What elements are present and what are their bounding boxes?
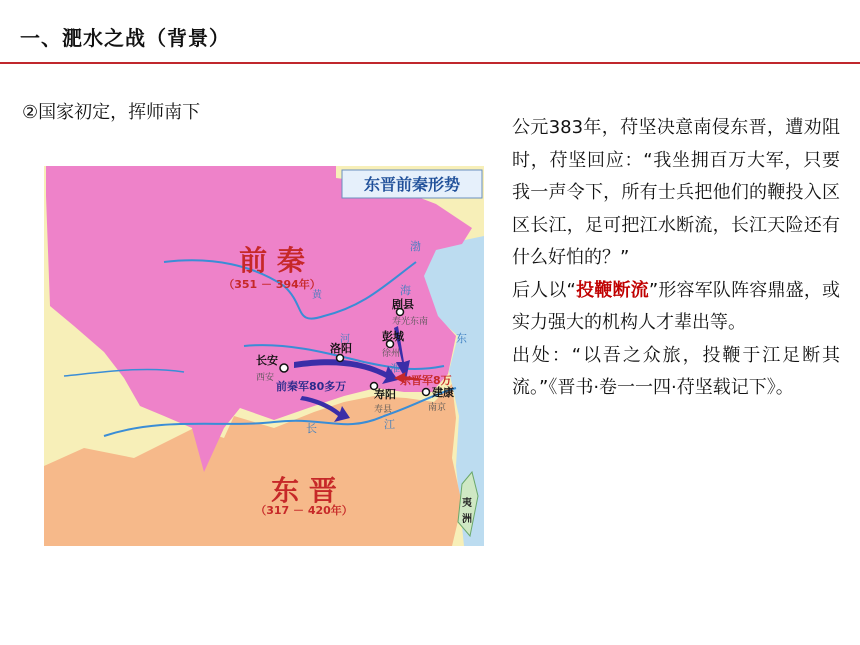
label-river-chang: 长 (306, 422, 317, 435)
label-river-huang: 黄 (312, 290, 322, 301)
paragraph-background: 公元383年，苻坚决意南侵东晋，遭劝阻时，苻坚回应：“我坐拥百万大军，只要我一声令下，所有士兵把他们的鞭投入区区长江，足可把江水断流，长江天险还有什么好怕的？” (512, 117, 840, 268)
section-subtitle: ②国家初定，挥师南下 (22, 102, 201, 123)
city-pengcheng-modern: 徐州 (382, 349, 401, 359)
island-label-2: 洲 (462, 514, 472, 525)
label-river-huai: 淮 (390, 364, 400, 375)
label-river-he: 河 (340, 334, 350, 345)
idiom-meaning: ”形容军队阵容鼎盛，或实力强大的机构人才辈出等。 (512, 279, 841, 333)
city-jiankang: 建康 (432, 386, 454, 399)
city-luoyang: 洛阳 (330, 342, 352, 355)
region-label-qianqin: 前 秦 (239, 244, 305, 277)
city-marker-changan (280, 364, 288, 372)
idiom-highlight: 投鞭断流 (575, 279, 649, 301)
region-years-qianqin: （351 － 394年） (223, 278, 321, 291)
map-title: 东晋前秦形势 (363, 175, 461, 194)
title-divider (0, 62, 860, 64)
paragraph-source: 出处：“以吾之众旅，投鞭于江足断其流。”《晋书·卷一一四·苻坚载记下》。 (512, 344, 840, 398)
map-canvas (44, 166, 484, 546)
label-bohai-1: 渤 (410, 240, 421, 253)
paragraph-idiom (512, 275, 840, 340)
label-jin-army: 东晋军8万 (400, 374, 452, 387)
label-donghai: 东 (456, 332, 467, 345)
label-qin-army: 前秦军80多万 (276, 380, 347, 393)
historical-map (44, 166, 484, 546)
body-text (512, 112, 840, 405)
city-juxian-modern: 寿光东南 (392, 317, 429, 327)
label-river-jiang: 江 (384, 418, 395, 431)
city-pengcheng: 彭城 (382, 330, 404, 343)
city-shouyang: 寿阳 (374, 388, 396, 401)
city-jiankang-modern: 南京 (428, 403, 447, 413)
city-juxian: 剧县 (392, 298, 414, 311)
island-label-1: 夷 (462, 498, 472, 509)
city-shouyang-modern: 寿县 (374, 405, 393, 415)
city-changan-modern: 西安 (256, 373, 275, 383)
city-marker-jiankang (423, 389, 430, 396)
region-years-dongjin: （317 － 420年） (255, 504, 353, 517)
city-marker-luoyang (337, 355, 344, 362)
city-changan: 长安 (256, 354, 278, 367)
page-title: 一、淝水之战（背景） (20, 26, 230, 50)
region-label-dongjin: 东 晋 (271, 474, 337, 507)
label-bohai-2: 海 (400, 284, 411, 297)
idiom-lead: 后人以“ (512, 279, 576, 301)
